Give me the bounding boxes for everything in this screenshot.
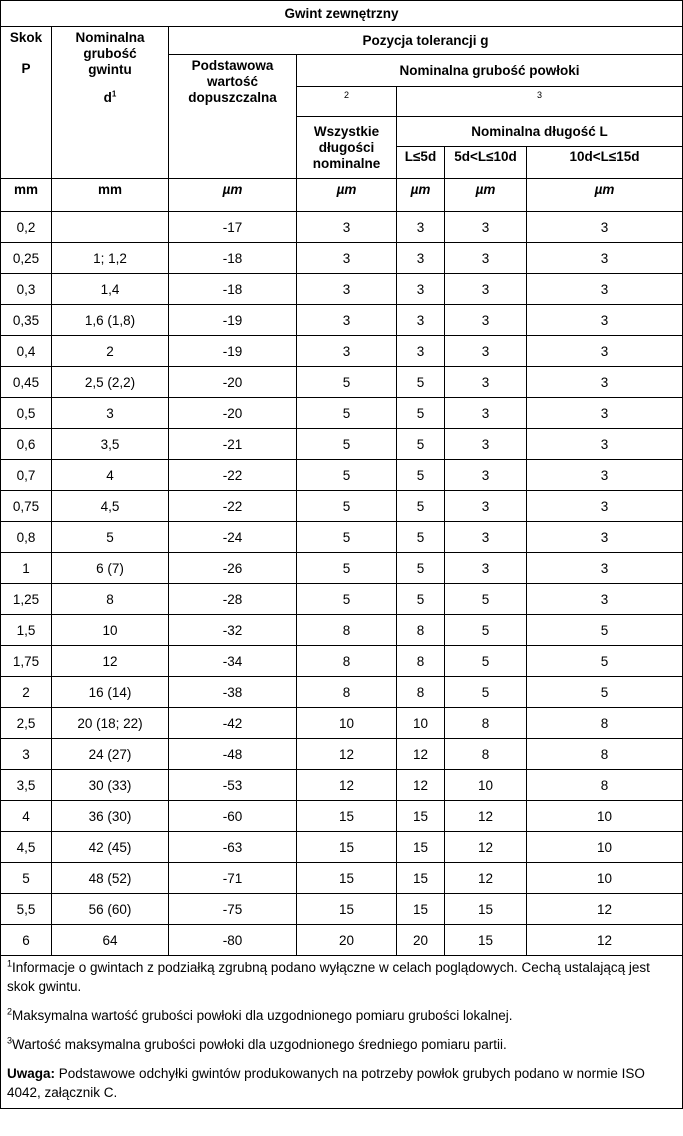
cell-basic-deviation: -80 [169,925,297,956]
cell-basic-deviation: -48 [169,739,297,770]
cell-basic-deviation: -63 [169,832,297,863]
cell-basic-deviation: -20 [169,367,297,398]
header-all-line1: Wszystkie [313,123,380,139]
cell-nominal-thread: 48 (52) [52,863,169,894]
cell-nominal-thread: 64 [52,925,169,956]
unit-cell: mm [1,179,52,212]
cell-basic-deviation: -75 [169,894,297,925]
cell-coating-l3: 3 [527,429,683,460]
table-row [1,274,683,305]
cell-coating-l1: 3 [397,336,445,367]
cell-coating-all: 12 [297,770,397,801]
cell-pitch: 0,45 [1,367,52,398]
cell-pitch: 0,7 [1,460,52,491]
cell-coating-all: 8 [297,677,397,708]
cell-coating-l2: 3 [445,553,527,584]
cell-basic-deviation: -53 [169,770,297,801]
cell-coating-l2: 5 [445,584,527,615]
cell-pitch: 3 [1,739,52,770]
cell-coating-all: 5 [297,553,397,584]
cell-coating-l2: 12 [445,801,527,832]
table-row [1,336,683,367]
cell-nominal-thread [52,212,169,243]
table-row [1,770,683,801]
cell-coating-l1: 15 [397,863,445,894]
cell-coating-l1: 20 [397,925,445,956]
cell-pitch: 1,25 [1,584,52,615]
cell-nominal-thread: 16 (14) [52,677,169,708]
cell-coating-l2: 10 [445,770,527,801]
cell-coating-l2: 5 [445,646,527,677]
cell-basic-deviation: -34 [169,646,297,677]
cell-coating-l3: 10 [527,801,683,832]
cell-coating-l3: 3 [527,367,683,398]
cell-coating-l2: 3 [445,336,527,367]
table-row [1,615,683,646]
cell-coating-l3: 3 [527,584,683,615]
table-row [1,398,683,429]
cell-coating-l3: 8 [527,708,683,739]
cell-basic-deviation: -26 [169,553,297,584]
cell-nominal-thread: 5 [52,522,169,553]
cell-coating-l1: 3 [397,212,445,243]
cell-pitch: 1,75 [1,646,52,677]
cell-coating-l2: 12 [445,832,527,863]
unit-cell: µm [169,179,297,212]
cell-pitch: 0,2 [1,212,52,243]
table-row [1,305,683,336]
cell-coating-l1: 8 [397,677,445,708]
table-row [1,243,683,274]
cell-coating-l3: 3 [527,336,683,367]
cell-coating-all: 3 [297,212,397,243]
header-nominal-thickness [52,27,169,179]
header-basic-value [169,55,297,179]
header-skok-label: Skok [9,30,43,45]
cell-coating-l2: 8 [445,739,527,770]
cell-coating-all: 8 [297,646,397,677]
header-skok [1,27,52,179]
cell-pitch: 4 [1,801,52,832]
cell-coating-l3: 8 [527,739,683,770]
unit-cell: µm [527,179,683,212]
footnote-3-mark: 3 [7,1035,13,1046]
cell-coating-all: 12 [297,739,397,770]
table-row [1,553,683,584]
table-row [1,894,683,925]
cell-coating-all: 3 [297,274,397,305]
cell-pitch: 0,4 [1,336,52,367]
table-row [1,832,683,863]
header-d-label: d [103,90,112,105]
cell-coating-l1: 15 [397,832,445,863]
cell-pitch: 0,5 [1,398,52,429]
cell-coating-l2: 3 [445,243,527,274]
header-basic-line1: Podstawowa [191,58,274,73]
header-basic-line2: wartość [206,74,259,89]
table-row [1,708,683,739]
unit-cell: µm [445,179,527,212]
cell-coating-l3: 10 [527,863,683,894]
cell-basic-deviation: -18 [169,243,297,274]
cell-coating-all: 5 [297,398,397,429]
remark-text: Podstawowe odchyłki gwintów produkowanych na potrzeby powłok grubych podano w normie ISO 4042, załącznik C. [7,1066,645,1100]
table-row [1,212,683,243]
cell-nominal-thread: 36 (30) [52,801,169,832]
cell-nominal-thread: 42 (45) [52,832,169,863]
cell-coating-l3: 8 [527,770,683,801]
cell-coating-l2: 3 [445,429,527,460]
cell-pitch: 6 [1,925,52,956]
cell-nominal-thread: 6 (7) [52,553,169,584]
cell-pitch: 3,5 [1,770,52,801]
cell-coating-l2: 12 [445,863,527,894]
cell-coating-l2: 3 [445,491,527,522]
cell-basic-deviation: -22 [169,460,297,491]
cell-coating-all: 5 [297,460,397,491]
cell-coating-l1: 8 [397,615,445,646]
table-row [1,739,683,770]
cell-coating-l2: 3 [445,460,527,491]
cell-coating-l3: 3 [527,274,683,305]
cell-basic-deviation: -18 [169,274,297,305]
header-basic-line3: dopuszczalna [188,90,277,105]
cell-pitch: 0,35 [1,305,52,336]
cell-coating-all: 5 [297,584,397,615]
header-col2-mark: 2 [297,87,397,117]
cell-coating-l1: 12 [397,770,445,801]
table-row [1,677,683,708]
cell-basic-deviation: -21 [169,429,297,460]
cell-coating-l1: 12 [397,739,445,770]
table-title: Gwint zewnętrzny [1,1,683,27]
cell-nominal-thread: 4 [52,460,169,491]
cell-pitch: 0,75 [1,491,52,522]
cell-coating-l3: 3 [527,553,683,584]
cell-nominal-thread: 24 (27) [52,739,169,770]
cell-coating-l1: 5 [397,491,445,522]
header-all-line2: długości [318,139,375,155]
cell-nominal-thread: 10 [52,615,169,646]
cell-pitch: 0,25 [1,243,52,274]
cell-coating-l3: 3 [527,212,683,243]
cell-nominal-thread: 12 [52,646,169,677]
cell-coating-all: 8 [297,615,397,646]
cell-coating-l3: 3 [527,305,683,336]
cell-coating-all: 20 [297,925,397,956]
cell-coating-l3: 5 [527,615,683,646]
table-row [1,584,683,615]
footnote-2-mark: 2 [7,1006,13,1017]
cell-basic-deviation: -19 [169,336,297,367]
cell-nominal-thread: 1,6 (1,8) [52,305,169,336]
cell-basic-deviation: -24 [169,522,297,553]
cell-pitch: 2 [1,677,52,708]
cell-basic-deviation: -20 [169,398,297,429]
cell-coating-all: 10 [297,708,397,739]
header-l2: 5d<L≤10d [445,147,527,179]
cell-coating-l2: 3 [445,274,527,305]
cell-coating-l2: 3 [445,305,527,336]
cell-coating-l1: 3 [397,274,445,305]
cell-coating-all: 5 [297,491,397,522]
cell-coating-l3: 5 [527,646,683,677]
header-l3: 10d<L≤15d [527,147,683,179]
header-coating: Nominalna grubość powłoki [297,55,683,87]
cell-coating-l2: 8 [445,708,527,739]
cell-nominal-thread: 30 (33) [52,770,169,801]
cell-coating-l2: 3 [445,398,527,429]
units-row [1,179,683,212]
cell-coating-l2: 3 [445,367,527,398]
table-row [1,522,683,553]
header-all-lengths [297,117,397,179]
cell-coating-all: 15 [297,832,397,863]
cell-coating-l1: 5 [397,553,445,584]
cell-pitch: 5,5 [1,894,52,925]
cell-coating-l1: 3 [397,305,445,336]
table-row [1,429,683,460]
cell-nominal-thread: 8 [52,584,169,615]
table-row [1,491,683,522]
footnote-3 [7,1035,676,1054]
cell-coating-l3: 3 [527,522,683,553]
cell-pitch: 1,5 [1,615,52,646]
footnote-2 [7,1006,676,1025]
cell-coating-l1: 5 [397,584,445,615]
cell-coating-all: 3 [297,305,397,336]
cell-nominal-thread: 1; 1,2 [52,243,169,274]
header-all-line3: nominalne [312,155,381,171]
cell-nominal-thread: 4,5 [52,491,169,522]
table-row [1,863,683,894]
cell-coating-all: 3 [297,336,397,367]
cell-nominal-thread: 3,5 [52,429,169,460]
header-nominal-line2: grubość [83,46,137,61]
header-p-label: P [21,61,31,76]
cell-basic-deviation: -17 [169,212,297,243]
cell-nominal-thread: 3 [52,398,169,429]
cell-pitch: 2,5 [1,708,52,739]
cell-coating-l3: 3 [527,398,683,429]
cell-pitch: 4,5 [1,832,52,863]
remark-label: Uwaga: [7,1066,56,1081]
footnote-1 [7,958,676,996]
table-row [1,925,683,956]
cell-coating-l1: 8 [397,646,445,677]
cell-coating-l2: 5 [445,677,527,708]
header-d-sup: 1 [111,89,117,99]
table-row [1,646,683,677]
cell-nominal-thread: 2 [52,336,169,367]
table-row [1,801,683,832]
footnote-2-text: Maksymalna wartość grubości powłoki dla uzgodnionego pomiaru grubości lokalnej. [12,1008,513,1023]
cell-coating-all: 15 [297,894,397,925]
table-row [1,367,683,398]
unit-cell: mm [52,179,169,212]
header-position: Pozycja tolerancji g [169,27,683,55]
cell-coating-all: 5 [297,522,397,553]
cell-basic-deviation: -19 [169,305,297,336]
cell-pitch: 5 [1,863,52,894]
cell-pitch: 0,6 [1,429,52,460]
cell-coating-l1: 15 [397,894,445,925]
cell-nominal-thread: 20 (18; 22) [52,708,169,739]
cell-pitch: 0,8 [1,522,52,553]
unit-cell: µm [397,179,445,212]
cell-coating-l3: 3 [527,243,683,274]
cell-coating-all: 15 [297,801,397,832]
cell-basic-deviation: -42 [169,708,297,739]
cell-coating-l3: 10 [527,832,683,863]
cell-basic-deviation: -60 [169,801,297,832]
cell-pitch: 1 [1,553,52,584]
data-rows [1,212,683,956]
cell-basic-deviation: -22 [169,491,297,522]
header-nominal-line3: gwintu [88,62,132,77]
table-row [1,460,683,491]
cell-coating-l1: 5 [397,367,445,398]
cell-coating-l1: 15 [397,801,445,832]
header-l1: L≤5d [397,147,445,179]
cell-basic-deviation: -71 [169,863,297,894]
cell-coating-all: 5 [297,429,397,460]
cell-coating-l2: 3 [445,522,527,553]
cell-coating-all: 15 [297,863,397,894]
cell-coating-l1: 5 [397,398,445,429]
cell-nominal-thread: 2,5 (2,2) [52,367,169,398]
cell-coating-l1: 3 [397,243,445,274]
cell-nominal-thread: 56 (60) [52,894,169,925]
cell-coating-l3: 12 [527,894,683,925]
cell-coating-l3: 3 [527,460,683,491]
cell-coating-l3: 5 [527,677,683,708]
cell-coating-l2: 15 [445,925,527,956]
footnote-1-mark: 1 [7,958,13,969]
cell-coating-l3: 3 [527,491,683,522]
cell-coating-all: 3 [297,243,397,274]
cell-coating-all: 5 [297,367,397,398]
header-nominal-line1: Nominalna [75,30,145,45]
footnotes [1,956,683,1109]
cell-nominal-thread: 1,4 [52,274,169,305]
cell-coating-l2: 15 [445,894,527,925]
remark [7,1064,676,1102]
cell-basic-deviation: -32 [169,615,297,646]
cell-basic-deviation: -28 [169,584,297,615]
cell-coating-l2: 5 [445,615,527,646]
footnote-3-text: Wartość maksymalna grubości powłoki dla uzgodnionego średniego pomiaru partii. [12,1037,507,1052]
unit-cell: µm [297,179,397,212]
footnote-1-text: Informacje o gwintach z podziałką zgrubną podano wyłączne w celach poglądowych. Cechą ustalającą jest skok gwintu. [7,960,650,994]
cell-coating-l3: 12 [527,925,683,956]
cell-pitch: 0,3 [1,274,52,305]
cell-coating-l1: 5 [397,460,445,491]
cell-coating-l1: 5 [397,522,445,553]
header-nominal-length: Nominalna długość L [397,117,683,147]
cell-coating-l1: 5 [397,429,445,460]
cell-coating-l2: 3 [445,212,527,243]
header-col3-mark: 3 [397,87,683,117]
cell-basic-deviation: -38 [169,677,297,708]
cell-coating-l1: 10 [397,708,445,739]
